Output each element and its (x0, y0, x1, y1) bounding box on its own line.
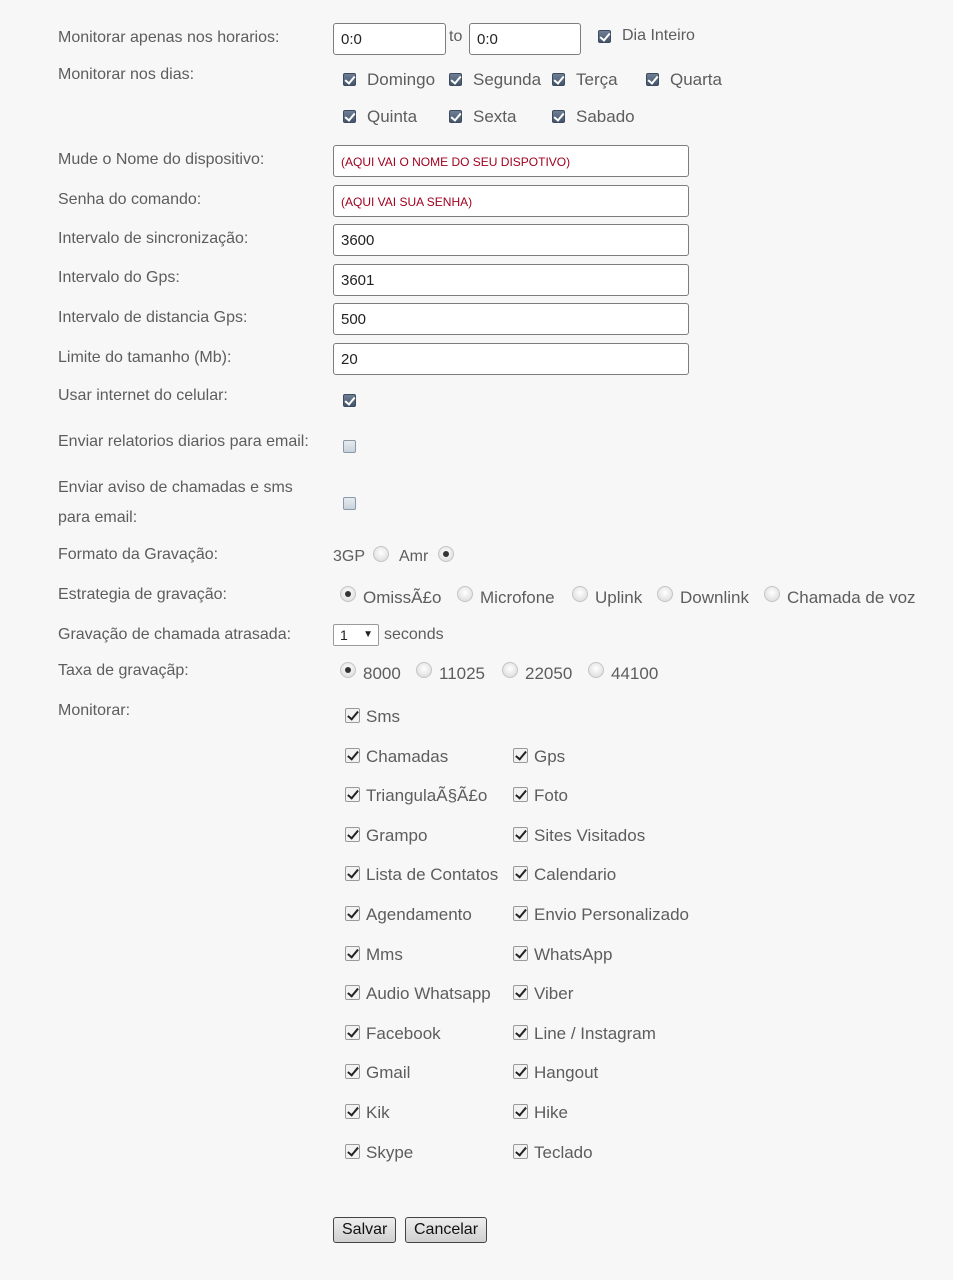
rec-strategy-radio[interactable] (340, 586, 356, 602)
cancel-button[interactable]: Cancelar (405, 1217, 487, 1243)
monitor-item-label: Sites Visitados (534, 825, 646, 845)
monitor-item-label: WhatsApp (534, 944, 613, 964)
rec-format-radio[interactable] (373, 546, 389, 562)
day-checkbox[interactable] (646, 73, 659, 86)
all-day-checkbox[interactable] (598, 30, 611, 43)
rec-rate-option-label: 22050 (525, 664, 573, 683)
day-label: Quinta (367, 107, 418, 126)
monitor-checkbox[interactable] (513, 1064, 528, 1079)
device-name-label: Mude o Nome do dispositivo: (58, 151, 265, 168)
rec-rate-label: Taxa de gravaçãp: (58, 662, 189, 679)
monitor-item-label: Envio Personalizado (534, 905, 689, 924)
delayed-rec-label: Gravação de chamada atrasada: (58, 626, 292, 643)
sync-interval-input[interactable] (333, 224, 689, 256)
day-checkbox[interactable] (449, 110, 462, 123)
monitor-item-label: Teclado (534, 1142, 593, 1162)
rec-rate-option-label: 11025 (439, 664, 486, 683)
rec-strategy-option-label: OmissÃ£o (363, 588, 442, 607)
monitor-item-label: Calendario (534, 865, 617, 885)
rec-strategy-option-label: Microfone (480, 588, 555, 607)
rec-format-label: Formato da Gravação: (58, 546, 219, 563)
monitor-item-label: Gps (534, 746, 566, 766)
rec-strategy-radio[interactable] (572, 586, 588, 602)
monitor-item-label: Agendamento (366, 905, 472, 924)
day-checkbox[interactable] (343, 110, 356, 123)
monitor-checkbox[interactable] (513, 748, 528, 763)
rec-rate-radio[interactable] (588, 662, 604, 678)
device-name-input[interactable] (333, 145, 689, 177)
gps-interval-input[interactable] (333, 264, 689, 296)
rec-strategy-option-label: Downlink (680, 588, 749, 607)
monitor-item-label: Line / Instagram (534, 1023, 656, 1043)
monitor-item-label: Sms (366, 707, 400, 726)
monitor-checkbox[interactable] (345, 985, 360, 1000)
monitor-item-label: Viber (534, 984, 574, 1004)
monitor-checkbox[interactable] (513, 985, 528, 1000)
monitor-item-label: Kik (366, 1103, 390, 1122)
hours-from-input[interactable] (333, 23, 446, 55)
monitor-checkbox[interactable] (513, 906, 528, 921)
monitor-checkbox[interactable] (345, 787, 360, 802)
monitor-checkbox[interactable] (345, 1144, 360, 1159)
password-input[interactable] (333, 185, 689, 217)
monitor-checkbox[interactable] (345, 827, 360, 842)
day-checkbox[interactable] (449, 73, 462, 86)
password-label: Senha do comando: (58, 191, 202, 208)
rec-format-radio[interactable] (438, 546, 454, 562)
monitor-checkbox[interactable] (345, 906, 360, 921)
monitor-item-label: Gmail (366, 1063, 411, 1083)
rec-rate-radio[interactable] (416, 662, 432, 678)
save-button[interactable]: Salvar (333, 1217, 396, 1243)
day-checkbox[interactable] (552, 110, 565, 123)
monitor-item-label: Mms (366, 944, 403, 964)
day-checkbox[interactable] (552, 73, 565, 86)
monitor-checkbox[interactable] (345, 1104, 360, 1119)
day-label: Domingo (367, 70, 436, 89)
gps-distance-input[interactable] (333, 303, 689, 335)
size-limit-input[interactable] (333, 343, 689, 375)
monitor-checkbox[interactable] (345, 708, 360, 723)
rec-rate-option-label: 44100 (611, 664, 659, 683)
monitor-checkbox[interactable] (513, 1144, 528, 1159)
monitor-item-label: Facebook (366, 1023, 441, 1043)
rec-strategy-option-label: Uplink (595, 588, 643, 607)
size-limit-label: Limite do tamanho (Mb): (58, 349, 232, 366)
monitor-checkbox[interactable] (513, 866, 528, 881)
rec-strategy-option-label: Chamada de voz (787, 588, 916, 607)
rec-format-option-label: Amr (399, 548, 429, 565)
monitor-item-label: Grampo (366, 825, 428, 845)
rec-rate-option-label: 8000 (363, 664, 401, 683)
hours-to-input[interactable] (469, 23, 581, 55)
days-label: Monitorar nos dias: (58, 66, 195, 83)
rec-format-option-label: 3GP (333, 548, 366, 565)
day-label: Sexta (473, 107, 517, 126)
delayed-rec-value: 1 (340, 627, 348, 643)
rec-strategy-radio[interactable] (764, 586, 780, 602)
gps-interval-label: Intervalo do Gps: (58, 269, 180, 286)
monitor-checkbox[interactable] (513, 827, 528, 842)
rec-rate-radio[interactable] (502, 662, 518, 678)
monitor-checkbox[interactable] (345, 866, 360, 881)
gps-distance-label: Intervalo de distancia Gps: (58, 309, 248, 326)
monitor-item-label: Hike (534, 1103, 569, 1122)
day-label: Sabado (576, 107, 635, 126)
day-label: Terça (576, 70, 618, 89)
delayed-rec-unit: seconds (384, 626, 444, 643)
monitor-checkbox[interactable] (513, 1025, 528, 1040)
monitor-checkbox[interactable] (513, 787, 528, 802)
rec-rate-radio[interactable] (340, 662, 356, 678)
monitor-checkbox[interactable] (513, 1104, 528, 1119)
monitor-item-label: Hangout (534, 1063, 599, 1083)
monitor-checkbox[interactable] (345, 1025, 360, 1040)
all-day-label: Dia Inteiro (622, 27, 695, 44)
rec-strategy-radio[interactable] (457, 586, 473, 602)
daily-reports-checkbox[interactable] (343, 440, 356, 453)
rec-strategy-label: Estrategia de gravação: (58, 586, 227, 603)
sync-interval-label: Intervalo de sincronização: (58, 230, 249, 247)
day-checkbox[interactable] (343, 73, 356, 86)
monitor-label: Monitorar: (58, 702, 131, 719)
monitor-item-label: Lista de Contatos (366, 865, 499, 885)
mobile-internet-label: Usar internet do celular: (58, 387, 228, 404)
daily-reports-label: Enviar relatorios diarios para email: (58, 433, 309, 450)
monitor-item-label: Audio Whatsapp (366, 984, 491, 1004)
monitor-checkbox[interactable] (513, 946, 528, 961)
day-label: Quarta (670, 70, 722, 89)
mobile-internet-checkbox[interactable] (343, 394, 356, 407)
monitor-item-label: Chamadas (366, 746, 449, 766)
chevron-down-icon: ▼ (363, 629, 373, 640)
monitor-checkbox[interactable] (345, 946, 360, 961)
monitor-item-label: Skype (366, 1142, 414, 1162)
monitor-checkbox[interactable] (345, 748, 360, 763)
monitor-checkbox[interactable] (345, 1064, 360, 1079)
call-sms-alert-checkbox[interactable] (343, 497, 356, 510)
day-label: Segunda (473, 70, 542, 89)
monitor-item-label: Foto (534, 786, 569, 806)
hours-to-text: to (449, 28, 463, 45)
hours-label: Monitorar apenas nos horarios: (58, 29, 280, 46)
call-sms-alert-label: Enviar aviso de chamadas e sms para email: (58, 479, 293, 526)
delayed-rec-select[interactable] (333, 624, 379, 646)
rec-strategy-radio[interactable] (657, 586, 673, 602)
monitor-item-label: TriangulaÃ§Ã£o (366, 786, 488, 806)
